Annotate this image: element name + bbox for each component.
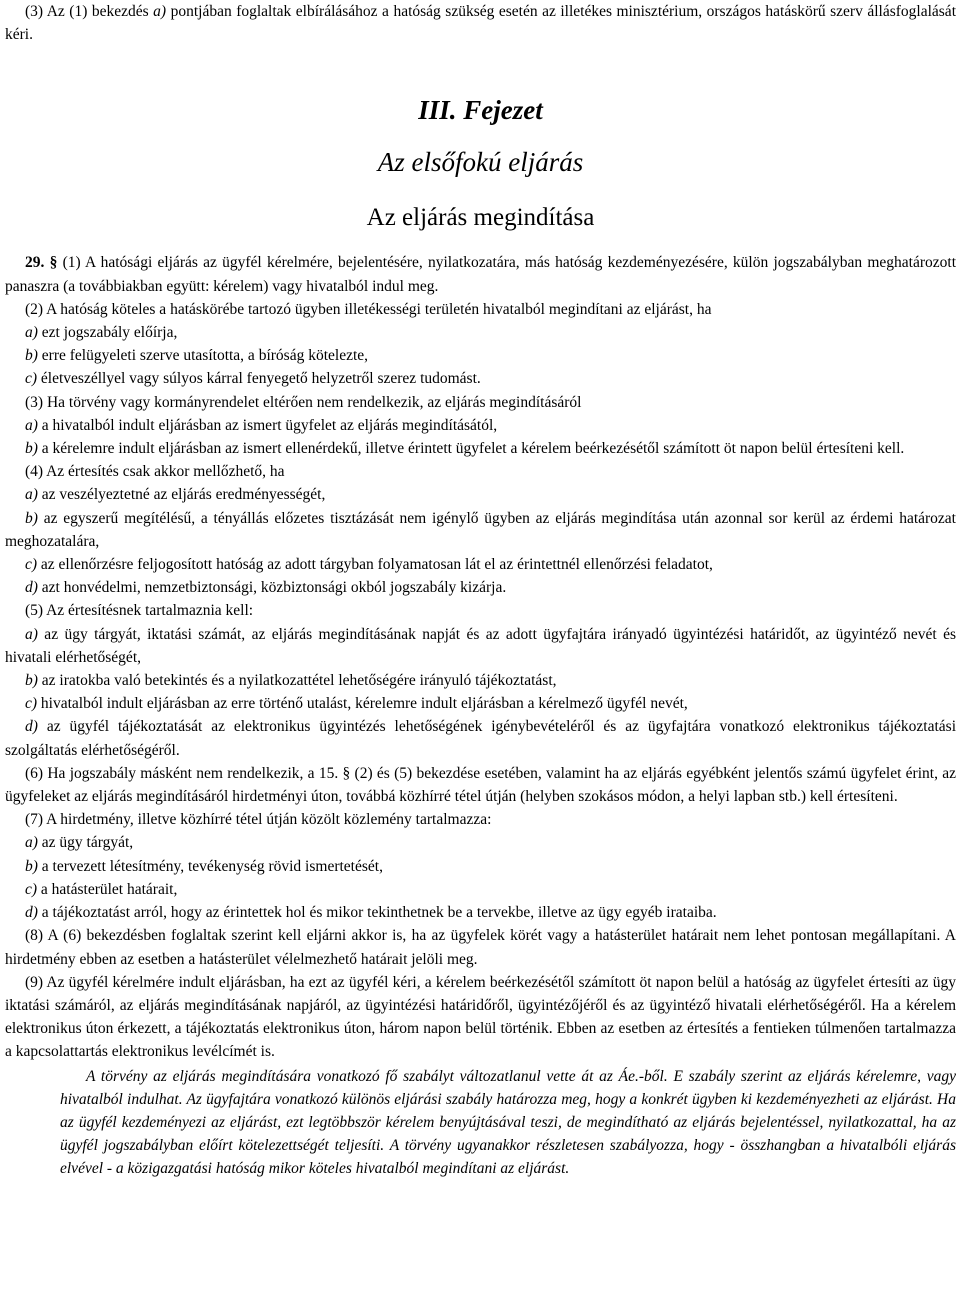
commentary: A törvény az eljárás megindítására vonatkozó fő szabályt változatlanul vette át az Áe.-ből. E szabály szerint az eljárás kérelemre, vagy hivatalból indulhat. Az ügyfajtára vonatkozó különös eljárási szabály határozza meg, hogy a konkrét ügyben ki kezdeményezheti az eljárást. Ha az ügyfél kezdeményezi az eljárást, ezt legtöbbször kérelem benyújtásával teszi, de megindítható az eljárás bejelentéssel, nyilatkozattal, ha az ügyfél jogszabályban előírt kötelezettségét teljesíti. A törvény ugyanakkor részletesen szabályozza, hogy - összhangban a hivatalbóli eljárás elvével - a közigazgatási hatóság mikor köteles hivatalból megindítani az eljárást. bbox=[60, 1067, 956, 1178]
point-5d bbox=[5, 715, 956, 761]
point-text: az ügyfél tájékoztatását az elektronikus ügyintézés lehetőségének igénybevételéről és az ügyfajtára vonatkozó elektronikus tájékoztatási szolgáltatás elérhetőségéről. bbox=[5, 718, 956, 759]
point-3b bbox=[5, 437, 956, 460]
point-2b bbox=[5, 344, 956, 367]
point-text: az egyszerű megítélésű, a tényállás előzetes tisztázását nem igénylő ügyben az eljárás megindítása után azonnal sor kerül az érdemi határozat meghozatalára, bbox=[5, 509, 956, 550]
point-text: az ügy tárgyát, iktatási számát, az eljárás megindításának napját és az adott ügyfajtára irányadó ügyintézési határidőt, az ügyintéző nevét és hivatali elérhetőségét, bbox=[5, 625, 956, 666]
point-text: a hivatalból indult eljárásban az ismert ügyfelet az eljárás megindításától, bbox=[37, 416, 498, 434]
paragraph-29-2: (2) A hatóság köteles a hatáskörébe tartozó ügyben illetékességi területén hivatalból megindítani az eljárást, ha bbox=[25, 300, 712, 318]
point-2a bbox=[5, 321, 956, 344]
point-letter: c) bbox=[25, 695, 38, 713]
point-text: életveszéllyel vagy súlyos kárral fenyegető helyzetről szerez tudomást. bbox=[37, 370, 481, 388]
point-text: az ellenőrzésre feljogosított hatóság az adott tárgyban folyamatosan lát el az érintettnél ellenőrzési feladatot, bbox=[37, 556, 713, 574]
paragraph-29-6: (6) Ha jogszabály másként nem rendelkezik, a 15. § (2) és (5) bekezdése esetében, valamint ha az eljárás egyébként jelentős számú ügyfelet érint, az ügyfeleket az eljárás megindításáról hirdetményi úton, továbbá közhírré tétel útján (helyben szokásos módon, a helyi lapban stb.) kell értesíteni. bbox=[5, 764, 956, 806]
section-heading: Az eljárás megindítása bbox=[366, 204, 595, 232]
paragraph-29-3: (3) Ha törvény vagy kormányrendelet eltérően nem rendelkezik, az eljárás megindításáról bbox=[25, 393, 582, 411]
point-letter: a) bbox=[25, 416, 38, 434]
paragraph-29-5: (5) Az értesítésnek tartalmaznia kell: bbox=[25, 602, 254, 620]
point-letter: d) bbox=[25, 904, 38, 922]
point-text: a kérelemre indult eljárásban az ismert ellenérdekű, illetve érintett ügyfelet a kérelem beérkezésétől számított öt napon belül értesíteni kell. bbox=[37, 440, 905, 458]
point-text: azt honvédelmi, nemzetbiztonsági, közbiztonsági okból jogszabály kizárja. bbox=[37, 579, 507, 597]
section-number: 29. § bbox=[25, 254, 58, 272]
paragraph-29-7: (7) A hirdetmény, illetve közhírré tétel útján közölt közlemény tartalmazza: bbox=[25, 811, 492, 829]
point-letter: d) bbox=[25, 579, 38, 597]
point-5a bbox=[5, 623, 956, 669]
paragraph-29-1 bbox=[5, 251, 956, 297]
point-letter: c) bbox=[25, 556, 38, 574]
point-7c bbox=[5, 878, 956, 901]
point-2c bbox=[5, 367, 956, 390]
point-text: az ügy tárgyát, bbox=[37, 834, 134, 852]
point-text: a hatásterület határait, bbox=[37, 880, 178, 898]
part-heading: Az elsőfokú eljárás bbox=[377, 147, 584, 178]
point-4a bbox=[5, 483, 956, 506]
point-letter: a) bbox=[25, 834, 38, 852]
point-text: az iratokba való betekintés és a nyilatkozattétel lehetőségére irányuló tájékoztatást, bbox=[37, 672, 557, 690]
point-7b bbox=[5, 855, 956, 878]
paragraph-29-4: (4) Az értesítés csak akkor mellőzhető, ha bbox=[25, 463, 285, 481]
point-letter: c) bbox=[25, 370, 38, 388]
point-text: ezt jogszabály előírja, bbox=[37, 324, 178, 342]
intro-text: (3) Az (1) bekezdés bbox=[25, 3, 154, 20]
chapter-heading: III. Fejezet bbox=[418, 95, 543, 126]
point-7a bbox=[5, 831, 956, 854]
point-5b bbox=[5, 669, 956, 692]
paragraph-text: (1) A hatósági eljárás az ügyfél kérelmére, bejelentésére, nyilatkozatára, más hatóság kezdeményezésére, külön jogszabályban meghatározott panaszra (a továbbiakban együtt: kérelem) vagy hivatalból indul meg. bbox=[5, 254, 956, 295]
point-text: a tájékoztatást arról, hogy az érintettek hol és mikor tekinthetnek be a tervekbe, illetve az ügy egyéb irataiba. bbox=[37, 904, 717, 922]
point-letter: a) bbox=[25, 625, 38, 643]
point-letter: b) bbox=[25, 440, 38, 458]
point-5c bbox=[5, 692, 956, 715]
point-3a bbox=[5, 414, 956, 437]
point-letter: c) bbox=[25, 880, 38, 898]
point-letter: a) bbox=[153, 3, 167, 20]
point-letter: b) bbox=[25, 347, 38, 365]
point-letter: a) bbox=[25, 486, 38, 504]
intro-text-rest: pontjában foglaltak elbírálásához a hatóság szükség esetén az illetékes minisztérium, országos hatáskörű szerv állásfoglalását kéri. bbox=[5, 3, 956, 44]
point-letter: b) bbox=[25, 509, 38, 527]
point-text: erre felügyeleti szerve utasította, a bíróság kötelezte, bbox=[37, 347, 369, 365]
point-4c bbox=[5, 553, 956, 576]
point-7d bbox=[5, 901, 956, 924]
point-letter: a) bbox=[25, 324, 38, 342]
point-4d bbox=[5, 576, 956, 599]
point-text: hivatalból indult eljárásban az erre történő utalást, kérelemre indult eljárásban a kérelmező ügyfél nevét, bbox=[37, 695, 688, 713]
paragraph-29-9: (9) Az ügyfél kérelmére indult eljárásban, ha ezt az ügyfél kéri, a kérelem beérkezésétől számított öt napon belül a hatóság az ügyfelet értesíti az ügy iktatási számáról, az eljárás megindításának napjáról, az ügyintézési határidőről, ügyintézőjéről és az ügyintéző hivatali elérhetőségéről. Ha a kérelem elektronikus úton érkezett, a tájékoztatás elektronikus úton, három napon belül történik. Ebben az esetben az értesítés a fentieken túlmenően tartalmazza a kapcsolattartás elektronikus levélcímét is. bbox=[5, 973, 956, 1061]
point-letter: b) bbox=[25, 672, 38, 690]
paragraph-29-8: (8) A (6) bekezdésben foglaltak szerint kell eljárni akkor is, ha az ügyfelek körét vagy a hatásterület határait nem lehet pontosan megállapítani. A hirdetmény ebben az esetben a hatásterület vélelmezhető határait jelöli meg. bbox=[5, 927, 956, 968]
point-text: az veszélyeztetné az eljárás eredményességét, bbox=[37, 486, 326, 504]
intro-paragraph bbox=[5, 0, 956, 46]
point-4b bbox=[5, 507, 956, 553]
section-29 bbox=[5, 251, 956, 1063]
point-letter: b) bbox=[25, 857, 38, 875]
point-text: a tervezett létesítmény, tevékenység rövid ismertetését, bbox=[37, 857, 383, 875]
point-letter: d) bbox=[25, 718, 38, 736]
